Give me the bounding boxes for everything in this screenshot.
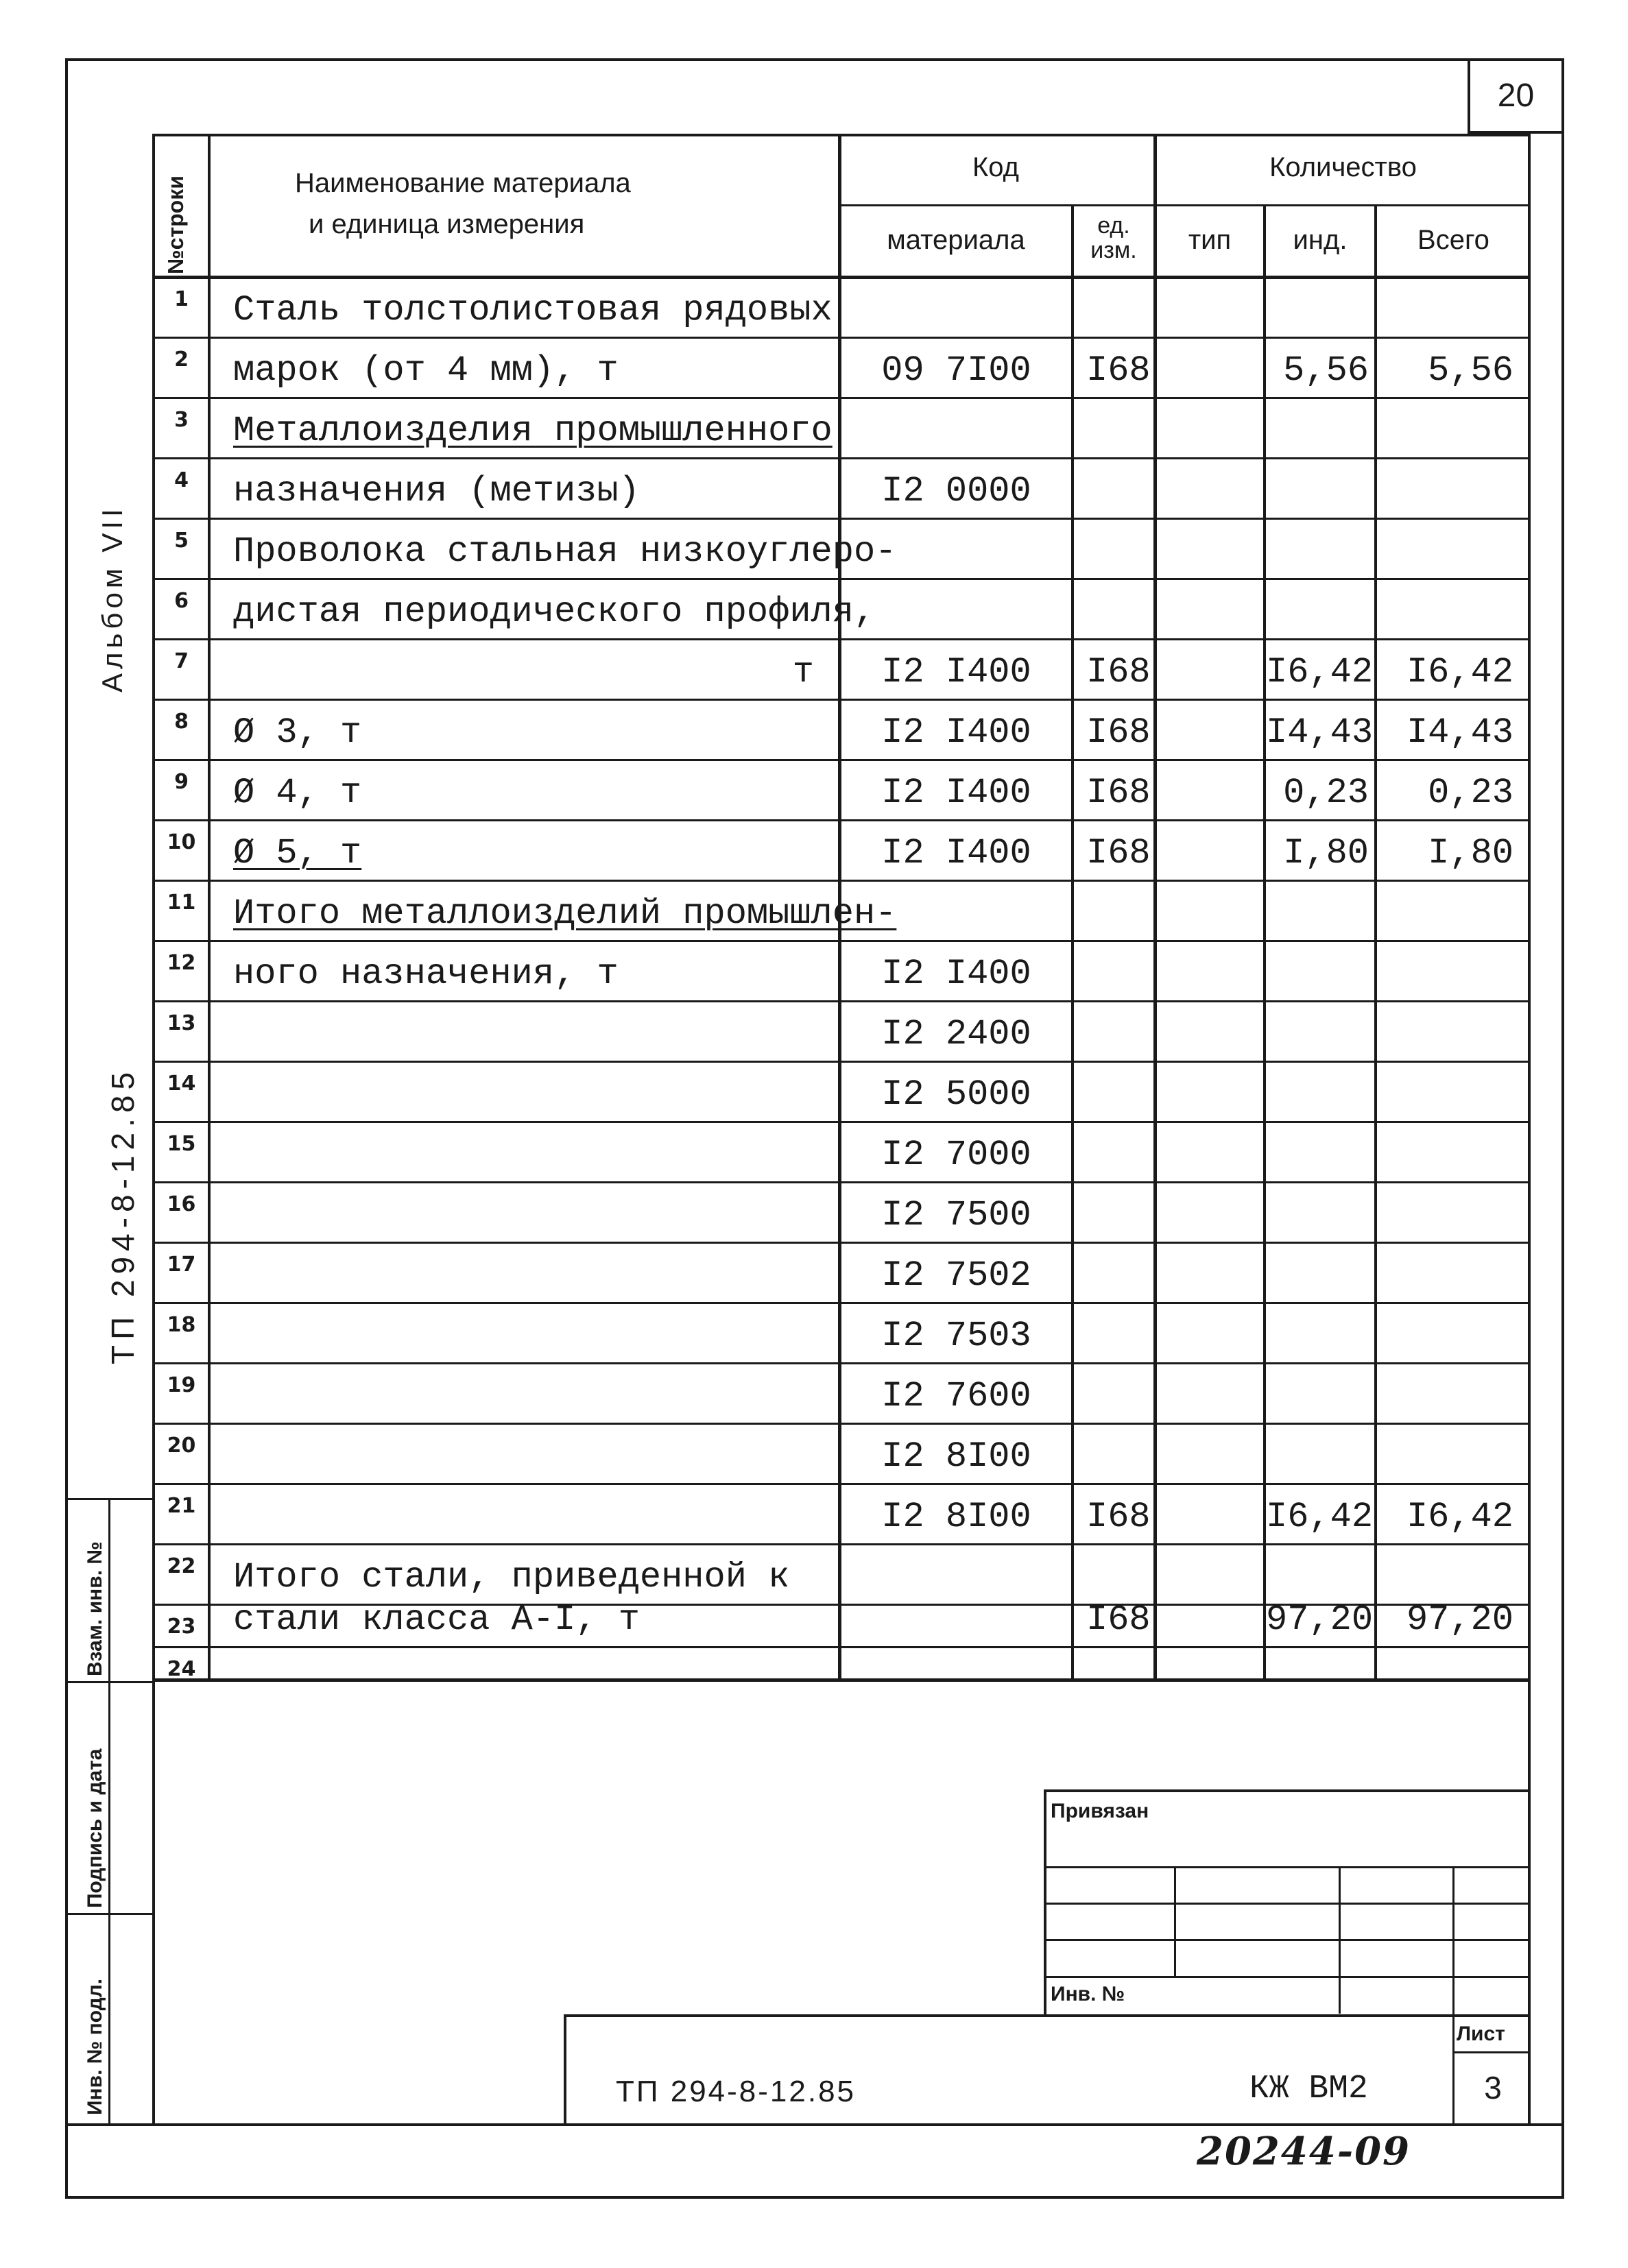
header-mid-line xyxy=(838,204,1530,206)
row-unit-cell: I68 xyxy=(1086,1497,1151,1537)
row-material-name: Ø 5, т xyxy=(233,833,362,873)
row-separator xyxy=(155,1121,1530,1123)
row-separator xyxy=(155,940,1530,942)
tb-drawing-code: КЖ ВМ2 xyxy=(1249,2071,1368,2108)
row-ind-cell: 0,23 xyxy=(1283,773,1369,813)
row-code-cell: I2 7000 xyxy=(881,1135,1031,1175)
row-separator xyxy=(155,1543,1530,1545)
side-stamp-inv: Инв. № подл. xyxy=(84,1978,106,2115)
tb-line xyxy=(1044,1789,1531,1792)
row-number: 10 xyxy=(167,830,196,854)
row-material-name: стали класса А-I, т xyxy=(233,1600,640,1640)
row-separator xyxy=(155,518,1530,520)
row-ind-cell: 97,20 xyxy=(1266,1600,1374,1640)
col-line xyxy=(1263,206,1266,1680)
row-code-cell: I2 I400 xyxy=(881,954,1031,994)
row-total-cell: 0,23 xyxy=(1428,773,1513,813)
side-stamp-vzam: Взам. инв. № xyxy=(84,1541,106,1676)
tb-line xyxy=(1174,1866,1176,1976)
tb-main-top xyxy=(564,2014,1531,2017)
tb-line xyxy=(1044,1866,1531,1868)
row-separator xyxy=(155,1242,1530,1244)
row-number: 24 xyxy=(167,1657,196,1681)
tb-line xyxy=(1044,1903,1531,1905)
row-total-cell: I4,43 xyxy=(1406,712,1513,753)
row-code-cell: I2 8I00 xyxy=(881,1497,1031,1537)
row-separator xyxy=(155,1362,1530,1364)
row-separator xyxy=(155,1061,1530,1063)
row-number: 7 xyxy=(174,649,189,673)
row-code-cell: I2 7502 xyxy=(881,1255,1031,1296)
tb-designation: ТП 294-8-12.85 xyxy=(616,2075,857,2108)
row-code-cell: I2 I400 xyxy=(881,712,1031,753)
row-unit-cell: I68 xyxy=(1086,350,1151,391)
row-total-cell: I6,42 xyxy=(1406,652,1513,692)
tb-privyazan: Привязан xyxy=(1051,1800,1149,1822)
row-ind-cell: I6,42 xyxy=(1266,652,1374,692)
row-number: 4 xyxy=(174,468,189,492)
row-number: 2 xyxy=(174,348,189,372)
header-bottom-line xyxy=(155,276,1530,279)
row-code-cell: I2 I400 xyxy=(881,773,1031,813)
row-code-cell: I2 8I00 xyxy=(881,1436,1031,1477)
row-separator xyxy=(155,1423,1530,1425)
row-ind-cell: I,80 xyxy=(1283,833,1369,873)
header-code-unit: ед. изм. xyxy=(1090,213,1137,263)
archive-number: 20244-09 xyxy=(1197,2129,1411,2174)
row-separator xyxy=(155,1302,1530,1304)
row-separator xyxy=(155,1181,1530,1183)
row-unit-cell: I68 xyxy=(1086,652,1151,692)
row-code-cell: I2 7503 xyxy=(881,1316,1031,1356)
album-label: Альбом VII xyxy=(96,505,128,692)
inner-frame-left xyxy=(152,134,155,2125)
row-material-name: Ø 4, т xyxy=(233,773,362,813)
side-stamp-divider xyxy=(108,1498,110,2125)
row-ind-cell: I6,42 xyxy=(1266,1497,1374,1537)
header-name-line2: и единица измерения xyxy=(309,209,585,239)
row-number: 9 xyxy=(174,770,189,794)
header-qty-group: Количество xyxy=(1269,152,1417,182)
side-project-code: ТП 294-8-12.85 xyxy=(105,1066,141,1364)
header-top-line xyxy=(155,134,1530,136)
row-code-cell: I2 I400 xyxy=(881,652,1031,692)
row-code-cell: I2 I400 xyxy=(881,833,1031,873)
row-number: 17 xyxy=(167,1253,196,1277)
row-number: 5 xyxy=(174,529,189,553)
table-bottom-line xyxy=(155,1678,1530,1682)
header-qty-ind: инд. xyxy=(1293,225,1348,255)
col-line xyxy=(1374,206,1377,1680)
row-number: 21 xyxy=(167,1494,196,1518)
side-stamp-line xyxy=(65,1498,154,1500)
row-separator xyxy=(155,1000,1530,1002)
row-code-cell: 09 7I00 xyxy=(881,350,1031,391)
tb-sheet-label: Лист xyxy=(1457,2023,1505,2045)
row-number: 18 xyxy=(167,1313,196,1337)
tb-line xyxy=(1452,2051,1531,2053)
col-line xyxy=(1153,134,1157,1680)
row-material-name: Проволока стальная низкоуглеро- xyxy=(233,531,897,572)
row-total-cell: I6,42 xyxy=(1406,1497,1513,1537)
row-material-name: т xyxy=(792,652,814,692)
row-separator xyxy=(155,397,1530,399)
header-qty-type: тип xyxy=(1188,225,1232,255)
header-row-no: №строки xyxy=(163,176,188,274)
row-unit-cell: I68 xyxy=(1086,773,1151,813)
tb-line xyxy=(1044,1939,1531,1941)
row-material-name: марок (от 4 мм), т xyxy=(233,350,619,391)
row-total-cell: I,80 xyxy=(1428,833,1513,873)
corner-sheet-number: 20 xyxy=(1497,77,1535,114)
row-material-name: ного назначения, т xyxy=(233,954,619,994)
inner-frame-bottom xyxy=(65,2123,1564,2126)
row-separator xyxy=(155,638,1530,640)
col-line xyxy=(208,134,211,1680)
row-number: 8 xyxy=(174,710,189,734)
row-number: 19 xyxy=(167,1373,196,1397)
row-material-name: Металлоизделия промышленного xyxy=(233,411,833,451)
col-line xyxy=(1071,206,1074,1680)
row-unit-cell: I68 xyxy=(1086,1600,1151,1640)
row-separator xyxy=(155,457,1530,459)
side-stamp-line xyxy=(65,1913,154,1915)
side-stamp-podpis: Подпись и дата xyxy=(84,1748,106,1908)
tb-line xyxy=(1452,1866,1455,2125)
row-material-name: Итого стали, приведенной к xyxy=(233,1557,790,1597)
row-material-name: Итого металлоизделий промышлен- xyxy=(233,893,897,934)
row-unit-cell: I68 xyxy=(1086,712,1151,753)
row-number: 1 xyxy=(174,287,189,311)
row-number: 12 xyxy=(167,951,196,975)
row-code-cell: I2 7600 xyxy=(881,1376,1031,1416)
row-material-name: назначения (метизы) xyxy=(233,471,640,511)
row-ind-cell: I4,43 xyxy=(1266,712,1374,753)
row-number: 22 xyxy=(167,1554,196,1578)
row-number: 23 xyxy=(167,1615,196,1639)
row-separator xyxy=(155,1646,1530,1648)
row-separator xyxy=(155,880,1530,882)
row-number: 16 xyxy=(167,1192,196,1216)
row-separator xyxy=(155,699,1530,701)
tb-line xyxy=(1044,1976,1531,1978)
row-separator xyxy=(155,1483,1530,1485)
row-material-name: Сталь толстолистовая рядовых xyxy=(233,290,833,330)
row-number: 15 xyxy=(167,1132,196,1156)
row-separator xyxy=(155,578,1530,580)
row-number: 20 xyxy=(167,1434,196,1458)
row-total-cell: 97,20 xyxy=(1406,1600,1513,1640)
tb-line xyxy=(1339,1866,1341,2014)
row-ind-cell: 5,56 xyxy=(1283,350,1369,391)
row-code-cell: I2 5000 xyxy=(881,1074,1031,1115)
row-code-cell: I2 7500 xyxy=(881,1195,1031,1235)
row-code-cell: I2 2400 xyxy=(881,1014,1031,1054)
row-separator xyxy=(155,337,1530,339)
row-material-name: дистая периодического профиля, xyxy=(233,592,876,632)
row-separator xyxy=(155,819,1530,821)
tb-main-left xyxy=(564,2014,566,2125)
row-number: 3 xyxy=(174,408,189,432)
row-number: 6 xyxy=(174,589,189,613)
row-unit-cell: I68 xyxy=(1086,833,1151,873)
row-total-cell: 5,56 xyxy=(1428,350,1513,391)
header-qty-total: Всего xyxy=(1417,225,1489,255)
row-number: 11 xyxy=(167,891,196,915)
inner-frame-right xyxy=(1528,134,1531,2125)
row-number: 13 xyxy=(167,1011,196,1035)
header-code-material: материала xyxy=(887,225,1025,255)
side-stamp-line xyxy=(65,1681,154,1683)
header-name-line1: Наименование материала xyxy=(295,168,631,198)
row-separator xyxy=(155,759,1530,761)
row-material-name: Ø 3, т xyxy=(233,712,362,753)
tb-inv-no: Инв. № xyxy=(1051,1983,1125,2005)
row-code-cell: I2 0000 xyxy=(881,471,1031,511)
header-code-group: Код xyxy=(972,152,1019,182)
row-number: 14 xyxy=(167,1072,196,1096)
tb-sheet-number: 3 xyxy=(1484,2070,1502,2106)
